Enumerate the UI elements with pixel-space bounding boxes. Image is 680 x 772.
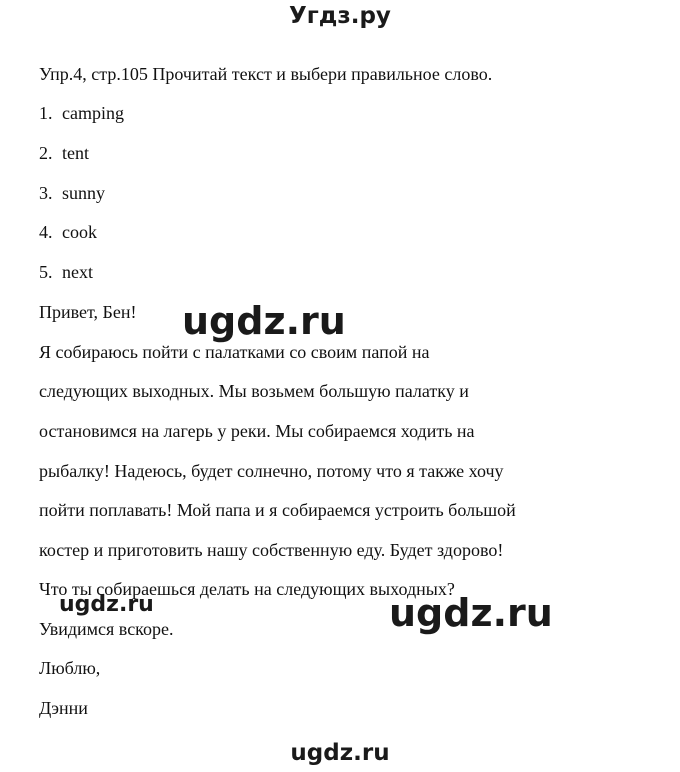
letter-signature: Дэнни	[39, 698, 88, 718]
watermark-right: ugdz.ru	[389, 591, 553, 635]
answer-item	[39, 182, 105, 204]
answer-word: sunny	[62, 183, 106, 203]
letter-line: рыбалку! Надеюсь, будет солнечно, потому что я также хочу	[39, 461, 504, 481]
watermark-center: ugdz.ru	[182, 299, 346, 343]
letter-line: Что ты собираешься делать на следующих выходных?	[39, 579, 455, 599]
letter-line: пойти поплавать! Мой папа и я собираемся устроить большой	[39, 500, 516, 520]
letter-closing: Люблю,	[39, 658, 101, 678]
letter-line: Я собираюсь пойти с палатками со своим папой на	[39, 342, 430, 362]
answer-item	[39, 221, 97, 243]
site-footer	[0, 738, 680, 768]
answer-word: cook	[62, 222, 97, 242]
answer-item	[39, 102, 124, 124]
answer-word: camping	[62, 103, 124, 123]
letter-greeting: Привет, Бен!	[39, 302, 137, 322]
watermark-left: ugdz.ru	[59, 592, 154, 617]
site-title: Угдз.ру	[289, 3, 391, 29]
answer-item	[39, 261, 93, 283]
answer-number: 5.	[39, 262, 53, 282]
answer-number: 2.	[39, 143, 53, 163]
answer-number: 4.	[39, 222, 53, 242]
letter-line: костер и приготовить нашу собственную еду. Будет здорово!	[39, 540, 504, 560]
answer-number: 1.	[39, 103, 53, 123]
answer-word: tent	[62, 143, 89, 163]
answer-word: next	[62, 262, 93, 282]
letter-see-you: Увидимся вскоре.	[39, 619, 174, 639]
answer-item	[39, 142, 89, 164]
task-title: Упр.4, стр.105 Прочитай текст и выбери правильное слово.	[39, 64, 493, 84]
letter-line: следующих выходных. Мы возьмем большую палатку и	[39, 381, 469, 401]
letter-line: остановимся на лагерь у реки. Мы собираемся ходить на	[39, 421, 475, 441]
site-url: ugdz.ru	[290, 740, 390, 766]
answer-number: 3.	[39, 183, 53, 203]
site-header	[0, 0, 680, 40]
